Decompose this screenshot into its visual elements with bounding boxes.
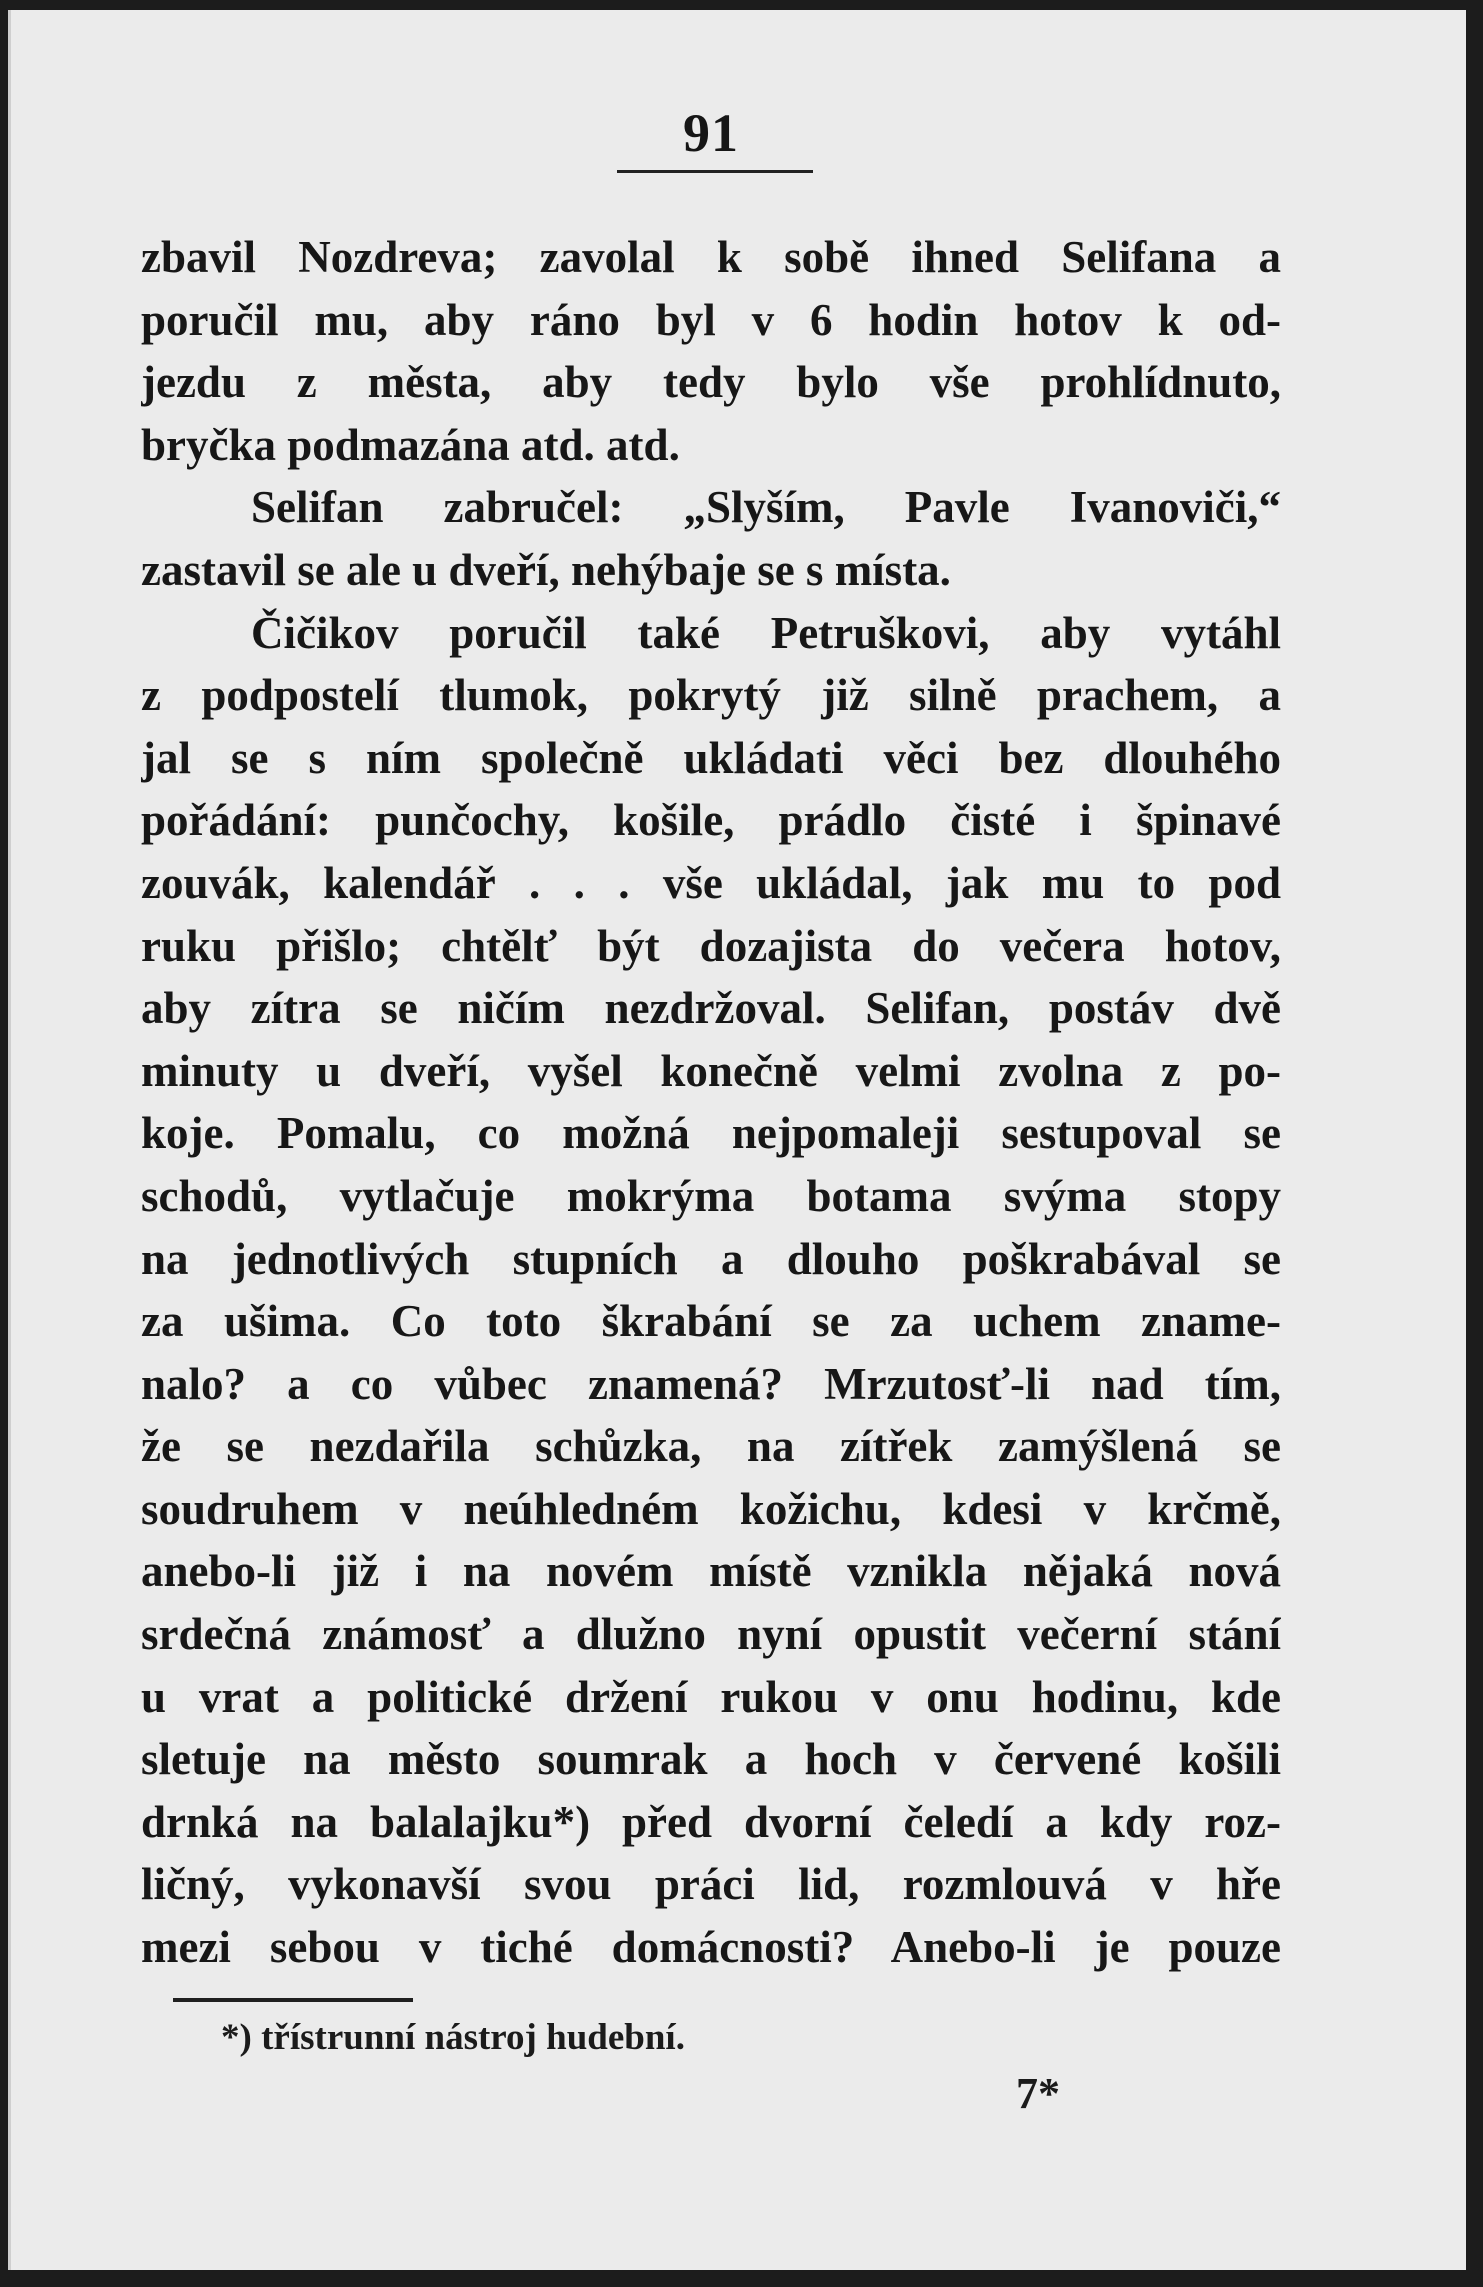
signature-mark: 7* <box>1016 2069 1060 2118</box>
text-line: poručil mu, aby ráno byl v 6 hodin hotov k od- <box>141 294 1281 345</box>
footnote-rule <box>173 1998 413 2002</box>
text-line: drnká na balalajku*) před dvorní čeledí a kdy roz- <box>141 1796 1281 1847</box>
text-line: u vrat a politické držení rukou v onu hodinu, kde <box>141 1671 1281 1722</box>
text-line: soudruhem v neúhledném kožichu, kdesi v krčmě, <box>141 1483 1281 1534</box>
text-line: ruku přišlo; chtělť být dozajista do večera hotov, <box>141 920 1281 971</box>
text-line: z podpostelí tlumok, pokrytý již silně prachem, a <box>141 670 1281 721</box>
body-text <box>141 226 1281 1979</box>
text-line: koje. Pomalu, co možná nejpomaleji sestupoval se <box>141 1108 1281 1159</box>
text-line: schodů, vytlačuje mokrýma botama svýma stopy <box>141 1170 1281 1221</box>
text-line: zbavil Nozdreva; zavolal k sobě ihned Selifana a <box>141 232 1281 282</box>
text-line: anebo-li již i na novém místě vznikla nějaká nová <box>141 1546 1281 1597</box>
text-line: zouvák, kalendář . . . vše ukládal, jak mu to pod <box>141 857 1281 908</box>
text-line: nalo? a co vůbec znamená? Mrzutosť-li nad tím, <box>141 1358 1281 1409</box>
page-number: 91 <box>683 103 739 163</box>
text-line: srdečná známosť a dlužno nyní opustit večerní stání <box>141 1609 1281 1660</box>
text-line: sletuje na město soumrak a hoch v červené košili <box>141 1734 1281 1785</box>
text-line: mezi sebou v tiché domácnosti? Anebo-li je pouze <box>141 1922 1281 1973</box>
text-line: za ušima. Co toto škrabání se za uchem zname- <box>141 1296 1281 1347</box>
text-line: ličný, vykonavší svou práci lid, rozmlouvá v hře <box>141 1859 1281 1910</box>
book-page <box>8 10 1466 2270</box>
text-line: bryčka podmazána atd. atd. <box>141 419 680 470</box>
text-line: jal se s ním společně ukládati věci bez dlouhého <box>141 732 1281 783</box>
text-line: že se nezdařila schůzka, na zítřek zamýšlená se <box>141 1421 1281 1472</box>
page-number-rule <box>617 170 813 173</box>
text-line: pořádání: punčochy, košile, prádlo čisté i špinavé <box>141 795 1281 846</box>
text-line: minuty u dveří, vyšel konečně velmi zvolna z po- <box>141 1045 1281 1096</box>
text-line: aby zítra se ničím nezdržoval. Selifan, postáv dvě <box>141 983 1281 1034</box>
text-line: Čičikov poručil také Petruškovi, aby vytáhl <box>251 607 1281 658</box>
footnote: *) třístrunní nástroj hudební. <box>221 2017 685 2058</box>
text-line: jezdu z města, aby tedy bylo vše prohlídnuto, <box>141 357 1281 408</box>
text-line: na jednotlivých stupních a dlouho poškrabával se <box>141 1233 1281 1284</box>
text-line: zastavil se ale u dveří, nehýbaje se s místa. <box>141 544 951 595</box>
text-line: Selifan zabručel: „Slyším, Pavle Ivanoviči,“ <box>251 482 1281 533</box>
